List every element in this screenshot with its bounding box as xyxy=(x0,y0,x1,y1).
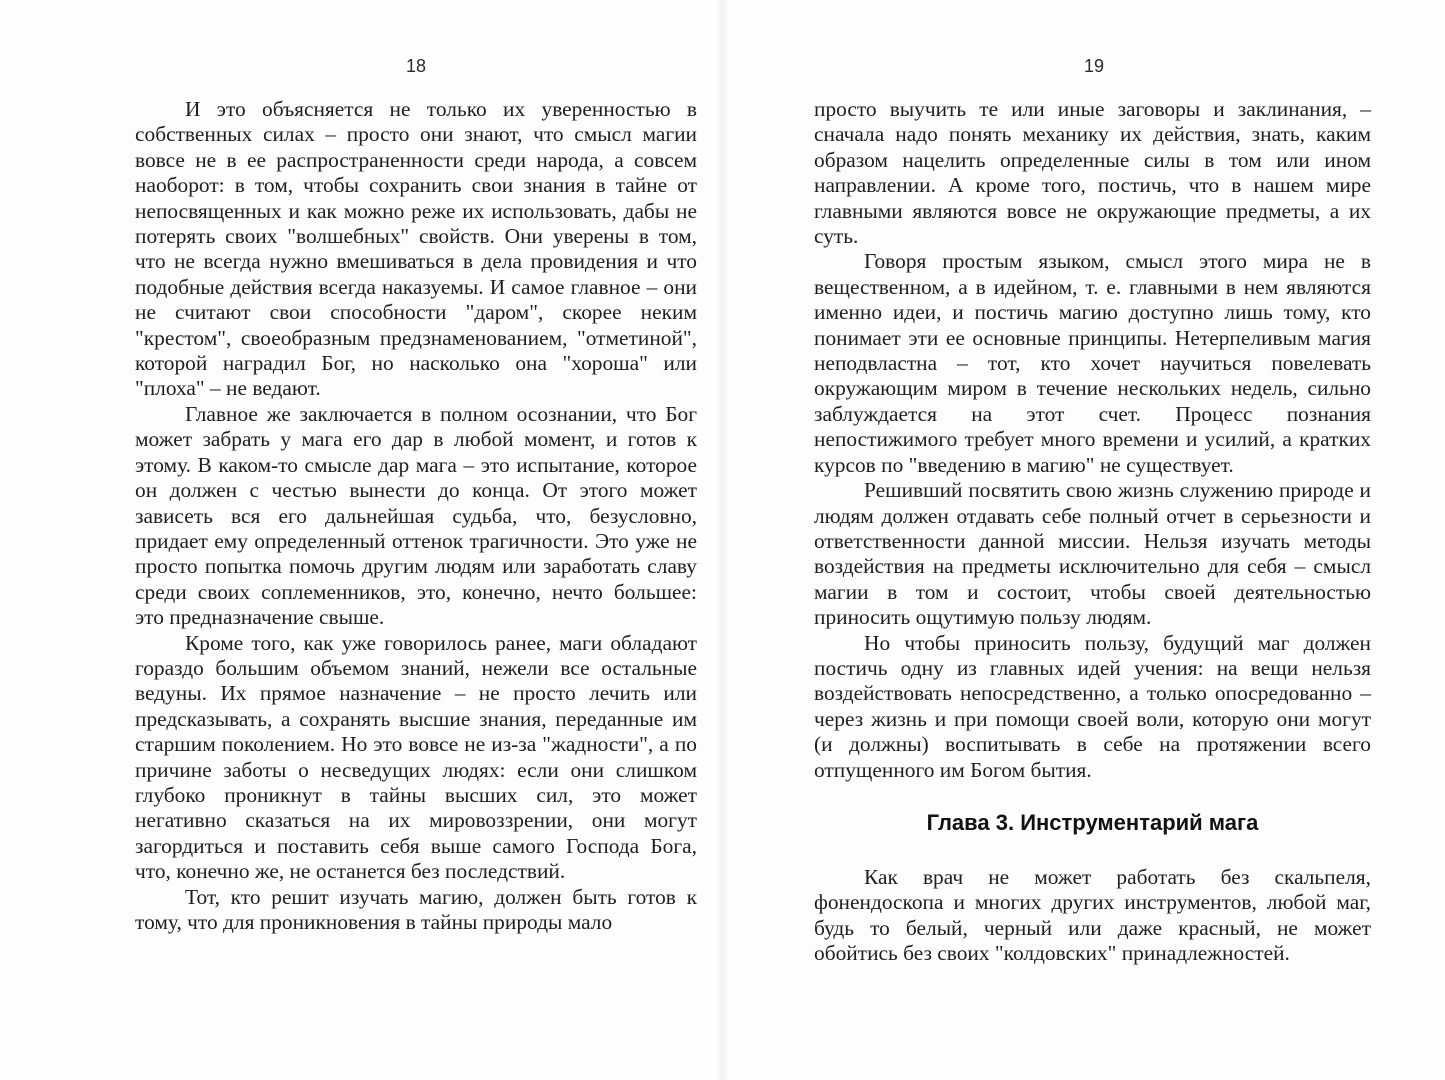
paragraph: Главное же заключается в полном осознании, что Бог может забрать у мага его дар в любой момент, и готов к этому. В каком-то смысле дар мага – это испытание, которое он должен с честью вынести до конца. От этого может зависеть вся его дальнейшая судьба, что, безусловно, придает ему определенный оттенок трагичности. Это уже не просто попытка помочь другим людям или заработать славу среди своих соплеменников, это, конечно, нечто большее: это предназначение свыше. xyxy=(135,401,697,630)
paragraph: И это объясняется не только их уверенностью в собственных силах – просто они знают, что смысл магии вовсе не в ее распространенности среди народа, а совсем наоборот: в том, чтобы сохранить свои знания в тайне от непосвященных и как можно реже их использовать, дабы не потерять своих "волшебных" свойств. Они уверены в том, что не всегда нужно вмешиваться в дела провидения и что подобные действия всегда наказуемы. И самое главное – они не считают свои способности "даром", скорее неким "крестом", своеобразным предзнаменованием, "отметиной", которой наградил Бог, но насколько она "хороша" или "плоха" – не ведают. xyxy=(135,97,697,401)
paragraph-continuation: просто выучить те или иные заговоры и заклинания, – сначала надо понять механику их действия, знать, каким образом нацелить определенные силы в том или ином направлении. А кроме того, постичь, что в нашем мире главными являются вовсе не окружающие предметы, а их суть. xyxy=(814,97,1371,249)
right-page xyxy=(722,0,1445,1080)
paragraph: Тот, кто решит изучать магию, должен быть готов к тому, что для проникновения в тайны природы мало xyxy=(135,884,697,934)
page-number-right: 19 xyxy=(1083,56,1105,76)
left-page xyxy=(0,0,722,1080)
chapter-title: Глава 3. Инструментарий мага xyxy=(926,809,1259,835)
page-number-left: 18 xyxy=(405,56,427,76)
left-page-text xyxy=(135,97,697,935)
paragraph: Говоря простым языком, смысл этого мира не в вещественном, а в идейном, т. е. главными в нем являются именно идеи, и постичь магию доступно лишь тому, кто понимает эти ее основные принципы. Нетерпеливым магия неподвластна – тот, кто хочет научиться повелевать окружающим миром в течение нескольких недель, сильно заблуждается на этот счет. Процесс познания непостижимого требует много времени и усилий, а кратких курсов по "введению в магию" не существует. xyxy=(814,249,1371,477)
paragraph: Кроме того, как уже говорилось ранее, маги обладают гораздо большим объемом знаний, нежели все остальные ведуны. Их прямое назначение – не просто лечить или предсказывать, а сохранять высшие знания, переданные им старшим поколением. Но это вовсе не из-за "жадности", а по причине заботы о несведущих людях: если они слишком глубоко проникнут в тайны высших сил, это может негативно сказаться на их мировоззрении, они могут загордиться и поставить себя выше самого Господа Бога, что, конечно же, не останется без последствий. xyxy=(135,630,697,884)
paragraph: Как врач не может работать без скальпеля, фонендоскопа и многих других инструментов, любой маг, будь то белый, черный или даже красный, не может обойтись без своих "колдовских" принадлежностей. xyxy=(814,864,1371,966)
right-page-text xyxy=(814,97,1371,967)
paragraph: Но чтобы приносить пользу, будущий маг должен постичь одну из главных идей учения: на вещи нельзя воздействовать непосредственно, а только опосредованно – через жизнь и при помощи своей воли, которую они могут (и должны) воспитывать в себе на протяжении всего отпущенного им Богом бытия. xyxy=(814,630,1371,782)
paragraph: Решивший посвятить свою жизнь служению природе и людям должен отдавать себе полный отчет в серьезности и ответственности данной миссии. Нельзя изучать методы воздействия на предметы исключительно для себя – смысл магии в том и состоит, чтобы своей деятельностью приносить ощутимую пользу людям. xyxy=(814,478,1371,630)
